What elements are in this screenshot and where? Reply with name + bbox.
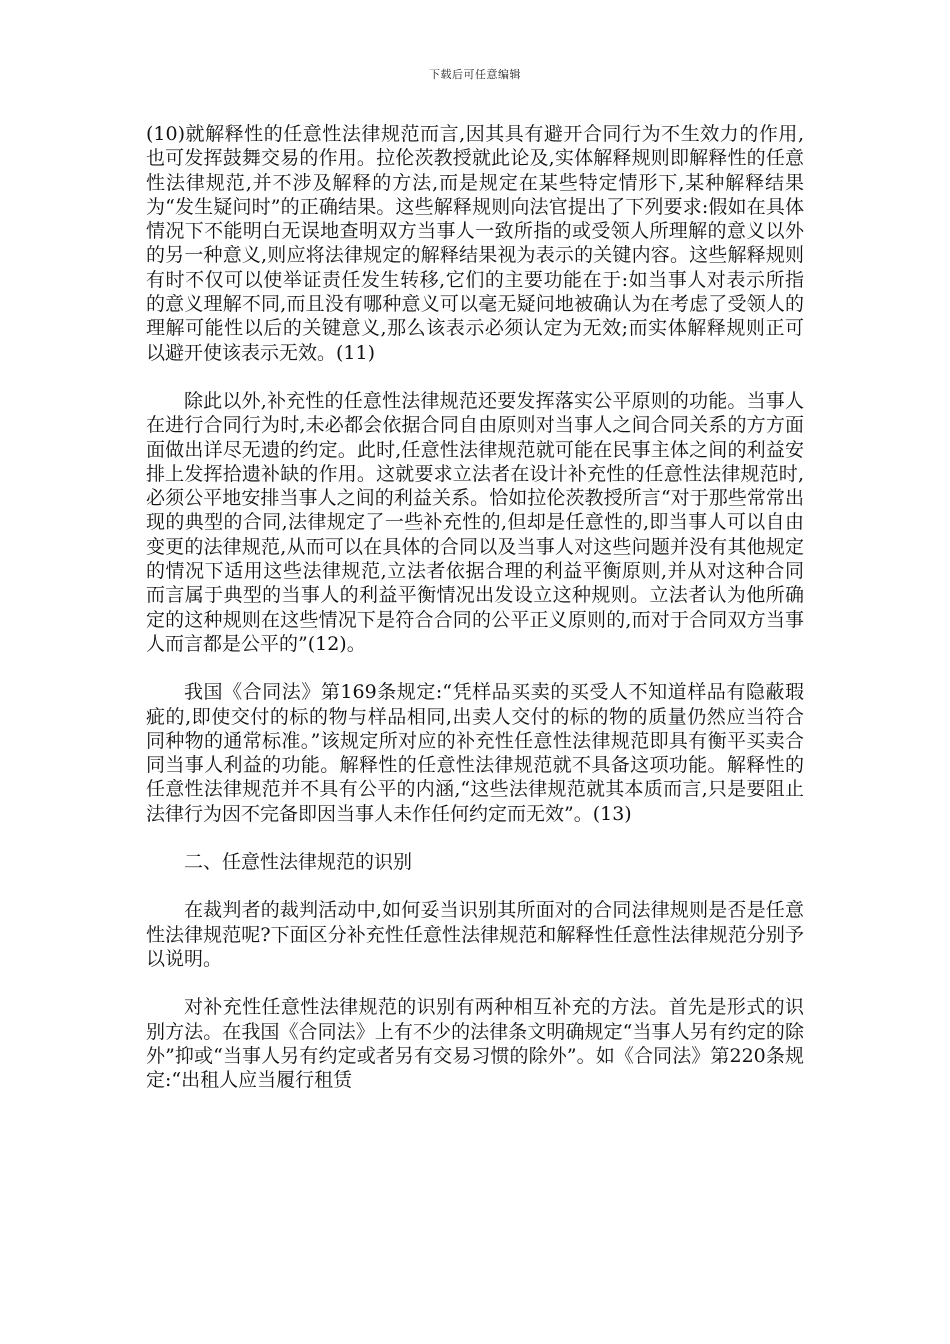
page-header: 下载后可任意编辑 <box>429 68 521 81</box>
paragraph-fairness-function: 除此以外,补充性的任意性法律规范还要发挥落实公平原则的功能。当事人在进行合同行为时,未必都会依据合同自由原则对当事人之间合同关系的方方面面做出详尽无遗的约定。此时,任意性法律规范就可能在民事主体之间的利益安排上发挥拾遗补缺的作用。这就要求立法者在设计补充性的任意性法律规范时,必须公平地安排当事人之间的利益关系。恰如拉伦茨教授所言“对于那些常常出现的典型的合同,法律规定了一些补充性的,但却是任意性的,即当事人可以自由变更的法律规范,从而可以在具体的合同以及当事人对这些问题并没有其他规定的情况下适用这些法律规范,立法者依据合理的利益平衡原则,并从对这种合同而言属于典型的当事人的利益平衡情况出发设立这种规则。立法者认为他所确定的这种规则在这些情况下是符合合同的公平正义原则的,而对于合同双方当事人而言都是公平的”(12)。 <box>146 389 804 655</box>
section-heading: 二、任意性法律规范的识别 <box>184 851 413 874</box>
paragraph-formal-method: 对补充性任意性法律规范的识别有两种相互补充的方法。首先是形式的识别方法。在我国《合同法》上有不少的法律条文明确规定“当事人另有约定的除外”抑或“当事人另有约定或者另有交易习惯的除外”。如《合同法》第220条规定:“出租人应当履行租赁 <box>146 996 804 1092</box>
paragraph-identification-intro: 在裁判者的裁判活动中,如何妥当识别其所面对的合同法律规则是否是任意性法律规范呢?下面区分补充性任意性法律规范和解释性任意性法律规范分别予以说明。 <box>146 899 804 970</box>
paragraph-article-169: 我国《合同法》第169条规定:“凭样品买卖的买受人不知道样品有隐蔽瑕疵的,即使交付的标的物与样品相同,出卖人交付的标的物的质量仍然应当符合同种物的通常标准。”该规定所对应的补充性任意性法律规范即具有衡平买卖合同当事人利益的功能。解释性的任意性法律规范就不具备这项功能。解释性的任意性法律规范并不具有公平的内涵,“这些法律规范就其本质而言,只是要阻止法律行为因不完备即因当事人未作任何约定而无效”。(13) <box>146 681 804 825</box>
paragraph-interpretive-rules: (10)就解释性的任意性法律规范而言,因其具有避开合同行为不生效力的作用,也可发挥鼓舞交易的作用。拉伦茨教授就此论及,实体解释规则即解释性的任意性法律规范,并不涉及解释的方法,而是规定在某些特定情形下,某种解释结果为“发生疑问时”的正确结果。这些解释规则向法官提出了下列要求:假如在具体情况下不能明白无误地查明双方当事人一致所指的或受领人所理解的意义以外的另一种意义,则应将法律规定的解释结果视为表示的关键内容。这些解释规则有时不仅可以使举证责任发生转移,它们的主要功能在于:如当事人对表示所指的意义理解不同,而且没有哪种意义可以毫无疑问地被确认为在考虑了受领人的理解可能性以后的关键意义,那么该表示必须认定为无效;而实体解释规则正可以避开使该表示无效。(11) <box>146 123 804 364</box>
document-body <box>146 122 804 1116</box>
